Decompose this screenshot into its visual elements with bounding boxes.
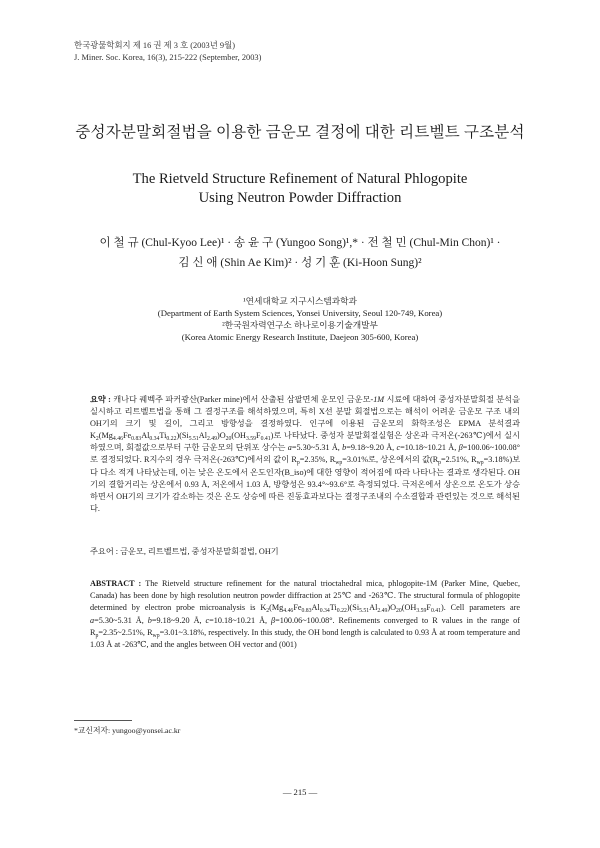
affiliations: [0, 295, 600, 343]
formula-subscript: 4.46: [112, 436, 123, 443]
affiliation-1-en: (Department of Earth System Sciences, Yonsei University, Seoul 120-749, Korea): [157, 308, 443, 318]
abstract-en-text: (OH: [401, 603, 417, 613]
abstract-korean: [90, 394, 520, 515]
abstract-ko-text: =3.18%)보다 다소 적게 나타났는데, 이는 낮은 온도에서 온도인자(B_iso)에 대한 영향이 적어짐에 따라 나타나는 결과로 생각된다. OH기의 결합거리는 상온에서 0.93 Å, 저온에서 1.03 Å, 방향성은 93.4°~93.6°로 측정되었다. 극저온에서 상온으로 온도가 상승하면서 OH기의 크기가 감소하는 것은 온도 상승에 따른 진동효과보다는 결정구조내의 수소결합과 관련있는 것으로 해석된다.: [90, 455, 521, 513]
abstract-ko-text: (OH: [231, 431, 246, 441]
formula-subscript: 2: [95, 436, 99, 443]
abstract-en-text: =10.18~10.21 Å,: [209, 615, 272, 625]
abstract-ko-text: 시료에 대하여 중성자분말회절 분석을 실시하고 리트벨트법을 통해 그 결정구조를 해석하였으며, 특히 X선 분말 회절법으로는 해석이 어려운 금운모 구조 내의 OH기의 크기 및 길이, 그리고 방향성을 결정하였다. 인구에 이용된 금운모의 화학조성은 EPMA 분석결과 K: [90, 395, 521, 441]
r-index-subscript: p: [296, 460, 300, 467]
formula-subscript: 0.34: [319, 608, 330, 615]
formula-subscript: 2.49: [377, 608, 388, 615]
formula-subscript: 0.22: [166, 436, 177, 443]
formula-subscript: 20: [396, 608, 402, 615]
journal-citation-en: J. Miner. Soc. Korea, 16(3), 215-222 (September, 2003): [74, 53, 262, 62]
abstract-en-text: ). Cell parameters are: [440, 603, 521, 613]
abstract-ko-text: =5.30~5.31 Å,: [291, 443, 343, 453]
affiliation-2-ko: ²한국원자력연구소 하나로이용기술개발부: [222, 320, 378, 330]
r-index-subscript: p: [438, 460, 442, 467]
abstract-ko-text: Al: [141, 431, 150, 441]
formula-subscript: 0.83: [131, 436, 142, 443]
abstract-ko-text: 1M: [373, 395, 385, 404]
abstract-ko-text: F: [256, 431, 261, 441]
authors-line1: 이 철 규 (Chul-Kyoo Lee)¹ · 송 윤 구 (Yungoo Song)¹,* · 전 철 민 (Chul-Min Chon)¹ ·: [99, 237, 501, 249]
r-index-subscript: wp: [335, 460, 343, 467]
abstract-english-label: ABSTRACT :: [90, 579, 142, 588]
r-index-subscript: p: [95, 632, 99, 639]
abstract-en-text: The Rietveld structure refinement for the natural trioctahedral mica, phlogopite-1M (Parker Mine, Quebec, Canada) has been done by high resolution neutron powder diffraction at 25℃ and -263℃. The structural formula of phlogopite determined by electron probe microanalysis is K: [90, 579, 520, 613]
keywords-korean: 주요어 : 금운모, 리트벨트법, 중성자분말회절법, OH기: [90, 547, 279, 556]
journal-header: [74, 40, 261, 64]
abstract-ko-text: =100.06~100.08°로 결정되었다. R지수의 경우 극저온(-263℃)에서의 값이 R: [90, 443, 520, 465]
formula-subscript: 20: [225, 436, 232, 443]
formula-subscript: 2: [266, 608, 270, 615]
abstract-ko-text: 캐나다 퀘벡주 파커광산(Parker mine)에서 산출된 삼팔면체 운모인 금운모-: [110, 395, 374, 404]
abstract-en-text: =9.18~9.20 Å,: [151, 615, 206, 625]
formula-subscript: 0.34: [149, 436, 160, 443]
abstract-ko-text: =10.18~10.21 Å,: [400, 443, 459, 453]
formula-subscript: 3.59: [416, 608, 427, 615]
corresponding-author-footnote: *교신저자: yungoo@yonsei.ac.kr: [74, 726, 181, 735]
abstract-en-text: Fe: [293, 603, 302, 613]
abstract-en-text: Al: [311, 603, 320, 613]
title-korean: 중성자분말회절법을 이용한 금운모 결정에 대한 리트벨트 구조분석: [75, 124, 525, 141]
cell-parameter-symbol: a: [287, 443, 292, 453]
formula-subscript: 4.46: [283, 608, 294, 615]
abstract-ko-text: (Mg: [98, 431, 113, 441]
abstract-ko-text: )로 나타났다. 중성자 분말회절실험은 상온과 극저온(-263℃)에서 실시하였으며, 회절값으로부터 구한 금운모의 단위포 상수는: [90, 431, 520, 453]
abstract-en-text: (Mg: [269, 603, 284, 613]
author-list: [0, 233, 600, 273]
abstract-en-text: )O: [387, 603, 397, 613]
formula-subscript: 0.41: [430, 608, 441, 615]
abstract-ko-text: )(Si: [176, 431, 189, 441]
abstract-ko-text: =3.01%로, 상온에서의 값(R: [342, 455, 439, 465]
abstract-en-text: =2.35~2.51%, R: [98, 627, 153, 637]
formula-subscript: 5.51: [188, 436, 199, 443]
abstract-ko-text: Fe: [122, 431, 132, 441]
cell-parameter-symbol: β: [458, 443, 463, 453]
journal-citation-ko: 한국광물학회지 제 16 권 제 3 호 (2003년 9월): [74, 41, 236, 50]
abstract-en-text: )(Si: [346, 603, 360, 613]
abstract-ko-text: =2.35%, R: [299, 455, 336, 465]
cell-parameter-symbol: β: [271, 615, 276, 625]
cell-parameter-symbol: b: [342, 443, 347, 453]
abstract-ko-text: =2.51%, R: [441, 455, 477, 465]
affiliation-1-ko: ¹연세대학교 지구시스템과학과: [243, 296, 357, 306]
cell-parameter-symbol: c: [396, 443, 401, 453]
cell-parameter-symbol: b: [147, 615, 152, 625]
r-index-subscript: wp: [476, 460, 484, 467]
abstract-korean-label: 요약 :: [90, 395, 111, 404]
footnote-divider: [74, 720, 132, 721]
formula-subscript: 3.59: [245, 436, 257, 443]
abstract-en-text: =5.30~5.31 Å,: [94, 615, 148, 625]
title-english-line2: Using Neutron Powder Diffraction: [198, 190, 402, 206]
title-english-line1: The Rietveld Structure Refinement of Natural Phlogopite: [132, 171, 468, 187]
r-index-subscript: wp: [152, 632, 160, 639]
abstract-ko-text: )O: [217, 431, 226, 441]
formula-subscript: 0.22: [336, 608, 347, 615]
abstract-en-text: =3.01~3.18%, respectively. In this study, the OH bond length is calculated to 0.93 Å at room temperature and 1.03 Å at -263℃, and the angles between OH vector and (001): [90, 627, 520, 650]
cell-parameter-symbol: c: [205, 615, 210, 625]
formula-subscript: 5.51: [359, 608, 370, 615]
cell-parameter-symbol: a: [90, 615, 95, 625]
abstract-ko-text: =9.18~9.20 Å,: [346, 443, 397, 453]
abstract-en-text: Al: [369, 603, 378, 613]
authors-line2: 김 신 애 (Shin Ae Kim)² · 성 기 훈 (Ki-Hoon Sung)²: [178, 257, 422, 269]
formula-subscript: 2.49: [206, 436, 218, 443]
abstract-english: [90, 578, 520, 651]
abstract-ko-text: Al: [198, 431, 207, 441]
abstract-en-text: F: [426, 603, 431, 613]
page-number: — 215 —: [282, 787, 318, 797]
abstract-ko-text: Ti: [159, 431, 167, 441]
affiliation-2-en: (Korea Atomic Energy Research Institute, Daejeon 305-600, Korea): [181, 332, 419, 342]
abstract-en-text: Ti: [329, 603, 337, 613]
formula-subscript: 0.41: [260, 436, 271, 443]
formula-subscript: 0.83: [301, 608, 312, 615]
title-english: [0, 170, 600, 208]
abstract-en-text: =100.06~100.08°. Refinements converged to R values in the range of R: [90, 615, 520, 637]
